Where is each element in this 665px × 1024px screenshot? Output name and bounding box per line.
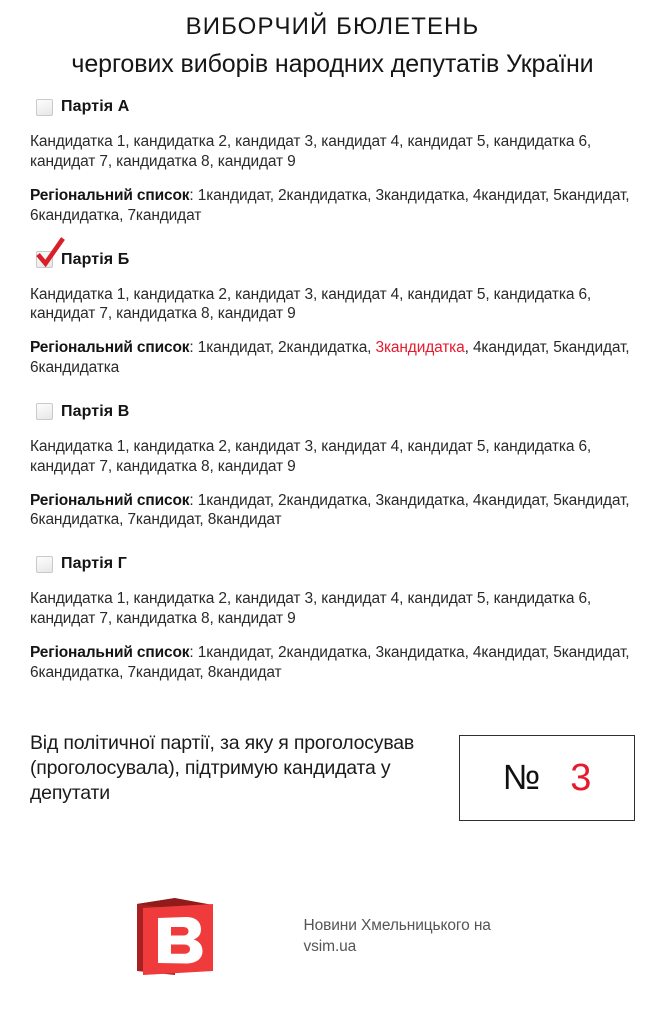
party-regional-list	[30, 643, 637, 683]
page-subtitle: чергових виборів народних депутатів України	[71, 50, 594, 79]
party-name-label: Партія Г	[61, 555, 127, 573]
party-regional-list	[30, 491, 637, 531]
checkbox-empty-icon[interactable]	[36, 403, 53, 420]
footer	[0, 895, 665, 979]
declaration-section	[0, 727, 665, 821]
party-regional-list	[30, 338, 637, 378]
party-option-b[interactable]	[36, 248, 637, 272]
regional-names-before: 1кандидат, 2кандидатка, 3кандидатка, 4кандидат, 5кандидат, 6кандидатка, 7кандидат	[30, 186, 630, 224]
party-option-g[interactable]	[36, 552, 637, 576]
regional-names-after: , 4кандидат, 5кандидат, 6кандидатка	[30, 339, 630, 377]
regional-list-label: Регіональний список	[30, 186, 190, 204]
regional-list-label: Регіональний список	[30, 339, 190, 357]
party-list	[0, 95, 665, 682]
party-candidates: Кандидатка 1, кандидатка 2, кандидат 3, кандидат 4, кандидат 5, кандидатка 6, кандидат 7, кандидатка 8, кандидат 9	[30, 590, 592, 628]
candidate-number-box[interactable]	[459, 735, 635, 821]
party-candidates: Кандидатка 1, кандидатка 2, кандидат 3, кандидат 4, кандидат 5, кандидатка 6, кандидат 7, кандидатка 8, кандидат 9	[30, 133, 592, 171]
party-block	[30, 400, 637, 530]
regional-separator: :	[189, 339, 198, 357]
party-option-a[interactable]	[36, 95, 637, 119]
regional-names-before: 1кандидат, 2кандидатка,	[197, 339, 376, 357]
checkbox-wrap[interactable]	[36, 403, 53, 420]
regional-separator: :	[189, 643, 198, 661]
regional-names-before: 1кандидат, 2кандидатка, 3кандидатка, 4кандидат, 5кандидат, 6кандидатка, 7кандидат, 8кандидат	[30, 491, 630, 529]
number-sign-label: №	[502, 758, 541, 798]
candidate-number-value: 3	[570, 756, 592, 799]
regional-separator: :	[189, 186, 198, 204]
regional-separator: :	[189, 491, 198, 509]
regional-list-label: Регіональний список	[30, 491, 190, 509]
party-name-label: Партія А	[61, 98, 130, 116]
ballot-header	[0, 0, 665, 79]
regional-names-before: 1кандидат, 2кандидатка, 3кандидатка, 4кандидат, 5кандидат, 6кандидатка, 7кандидат, 8кандидат	[30, 643, 630, 681]
footer-text: Новини Хмельницького на vsim.ua	[303, 917, 491, 955]
checkbox-empty-icon[interactable]	[36, 556, 53, 573]
party-candidates: Кандидатка 1, кандидатка 2, кандидат 3, кандидат 4, кандидат 5, кандидатка 6, кандидат 7, кандидатка 8, кандидат 9	[30, 437, 592, 475]
regional-name-highlighted: 3кандидатка	[375, 339, 465, 357]
party-name-label: Партія Б	[61, 250, 130, 268]
party-name-label: Партія В	[61, 402, 130, 420]
party-regional-list	[30, 186, 637, 226]
checkbox-empty-icon[interactable]	[36, 99, 53, 116]
checkbox-wrap[interactable]	[36, 556, 53, 573]
party-candidates: Кандидатка 1, кандидатка 2, кандидат 3, кандидат 4, кандидат 5, кандидатка 6, кандидат 7, кандидатка 8, кандидат 9	[30, 285, 592, 323]
regional-list-label: Регіональний список	[30, 643, 190, 661]
checkbox-wrap[interactable]	[36, 251, 53, 268]
checkbox-checked-icon[interactable]	[36, 251, 53, 268]
vsim-logo-icon	[134, 895, 220, 979]
checkbox-wrap[interactable]	[36, 99, 53, 116]
party-block	[30, 95, 637, 225]
declaration-text: Від політичної партії, за яку я проголосував (проголосувала), підтримую кандидата у депутати	[30, 731, 415, 805]
party-block	[30, 248, 637, 378]
party-block	[30, 552, 637, 682]
party-option-v[interactable]	[36, 400, 637, 424]
page-title: ВИБОРЧИЙ БЮЛЕТЕНЬ	[185, 13, 480, 40]
